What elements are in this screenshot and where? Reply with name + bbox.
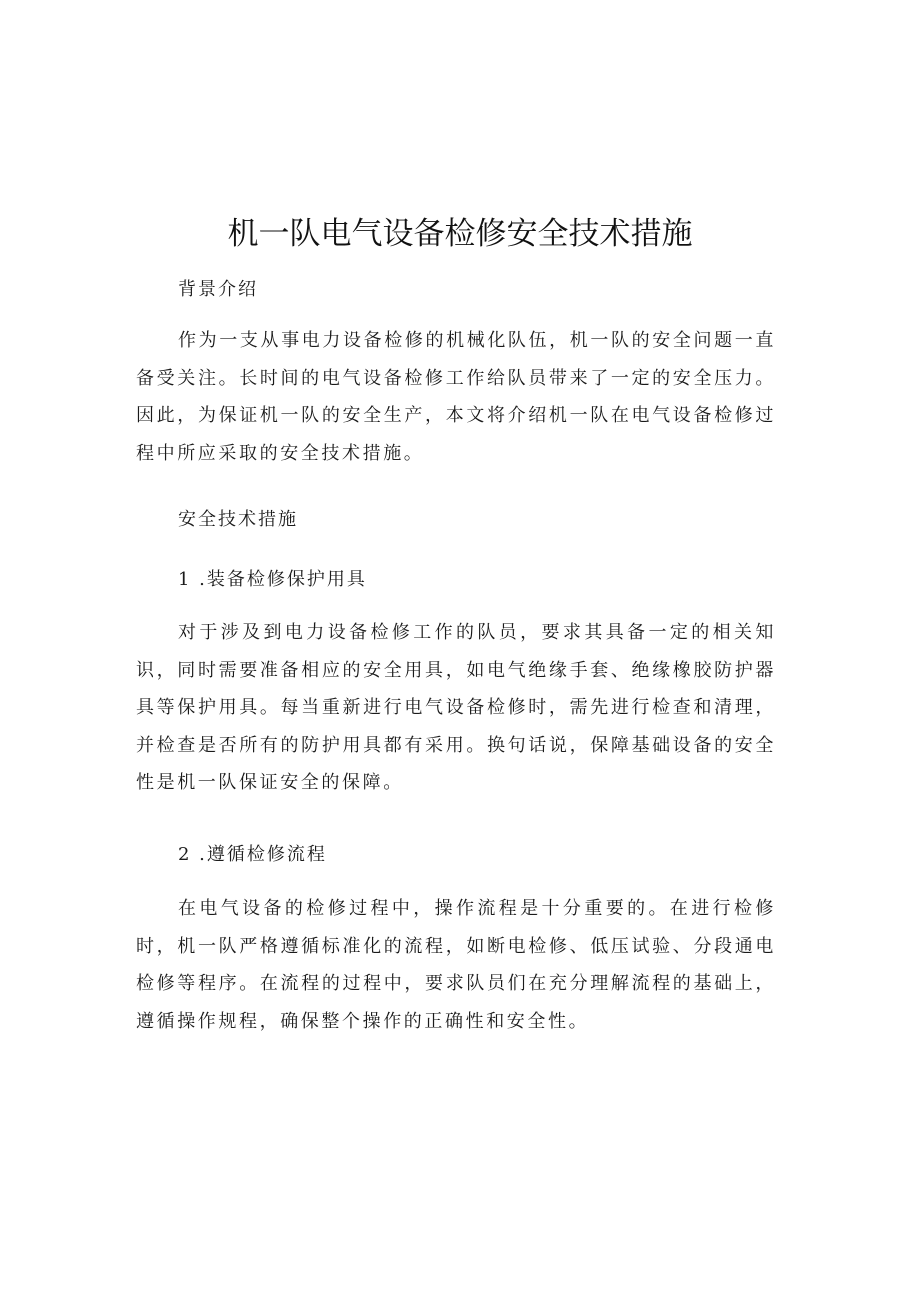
section-heading-protective-equipment: 1 .装备检修保护用具 <box>178 569 367 590</box>
section-paragraph-background: 作为一支从事电力设备检修的机械化队伍，机一队的安全问题一直备受关注。长时间的电气设备检修工作给队员带来了一定的安全压力。因此，为保证机一队的安全生产，本文将介绍机一队在电气设备检修过程中所应采取的安全技术措施。 <box>136 330 776 464</box>
section-paragraph-protective-equipment: 对于涉及到电力设备检修工作的队员，要求其具备一定的相关知识，同时需要准备相应的安全用具，如电气绝缘手套、绝缘橡胶防护器具等保护用具。每当重新进行电气设备检修时，需先进行检查和清理，并检查是否所有的防护用具都有采用。换句话说，保障基础设备的安全性是机一队保证安全的保障。 <box>136 622 776 793</box>
section-heading-background: 背景介绍 <box>178 279 258 300</box>
section-paragraph-maintenance-procedure: 在电气设备的检修过程中，操作流程是十分重要的。在进行检修时，机一队严格遵循标准化的流程，如断电检修、低压试验、分段通电检修等程序。在流程的过程中，要求队员们在充分理解流程的基础上，遵循操作规程，确保整个操作的正确性和安全性。 <box>136 898 776 1032</box>
document-title: 机一队电气设备检修安全技术措施 <box>227 216 693 252</box>
section-heading-safety-measures: 安全技术措施 <box>178 509 298 530</box>
section-heading-maintenance-procedure: 2 .遵循检修流程 <box>178 844 327 865</box>
